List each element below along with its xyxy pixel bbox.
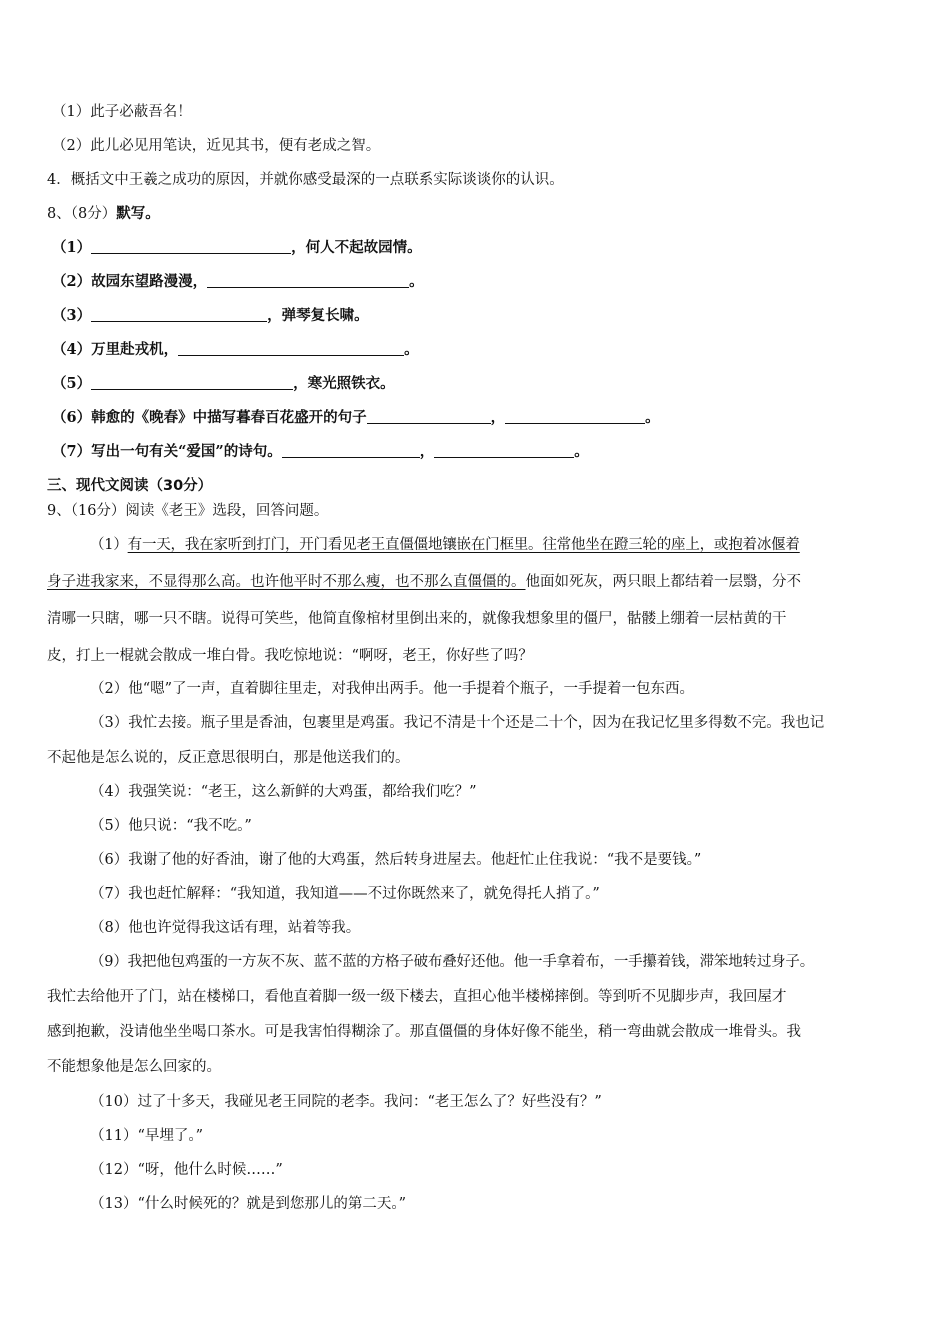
passage-p7: （7）我也赶忙解释：“我知道，我知道——不过你既然来了，就免得托人捎了。”	[90, 886, 600, 902]
section3-title: 三、现代文阅读（30分）	[47, 478, 213, 494]
passage-p1-line3: 清哪一只瞎，哪一只不瞎。说得可笑些，他简直像棺材里倒出来的，就像我想象里的僵尸，骷髅上绷着一层枯黄的干	[47, 611, 787, 627]
q8-item-after: 。	[574, 443, 589, 460]
q8-header	[47, 204, 907, 224]
answer-blank[interactable]	[91, 239, 291, 254]
q8-item-mid: ，	[419, 443, 435, 460]
q8-item-1	[52, 238, 912, 258]
answer-blank[interactable]	[91, 307, 267, 322]
answer-blank[interactable]	[434, 443, 574, 458]
passage-text: 他面如死灰，两只眼上都结着一层翳，分不	[525, 574, 801, 590]
passage-p12: （12）“呀，他什么时候……”	[90, 1162, 283, 1178]
answer-blank[interactable]	[207, 273, 409, 288]
q8-item-after: ，何人不起故园情。	[291, 239, 422, 256]
q8-item-after: 。	[409, 273, 424, 290]
q8-item-label: （4）万里赴戎机，	[52, 341, 179, 358]
passage-p3-line2: 不起他是怎么说的，反正意思很明白，那是他送我们的。	[47, 750, 410, 766]
answer-blank[interactable]	[505, 409, 645, 424]
passage-p9-line4: 不能想象他是怎么回家的。	[47, 1059, 221, 1075]
q7-sub2: （2）此儿必见用笔诀，近见其书，便有老成之智。	[52, 138, 381, 154]
q8-item-mid: ，	[490, 409, 506, 426]
passage-p9-line3: 感到抱歉，没请他坐坐喝口茶水。可是我害怕得糊涂了。那直僵僵的身体好像不能坐，稍一弯曲就会散成一堆骨头。我	[47, 1024, 801, 1040]
q8-item-3	[52, 306, 912, 326]
q8-item-label: （6）韩愈的《晚春》中描写暮春百花盛开的句子	[52, 409, 367, 426]
passage-p1-line2	[47, 572, 907, 592]
q8-item-label: （2）故园东望路漫漫，	[52, 273, 208, 290]
q8-header-title: 默写。	[116, 205, 160, 222]
passage-p9-line2: 我忙去给他开了门，站在楼梯口，看他直着脚一级一级下楼去，直担心他半楼梯摔倒。等到听不见脚步声，我回屋才	[47, 989, 787, 1005]
passage-p8: （8）他也许觉得我这话有理，站着等我。	[90, 920, 361, 936]
q8-item-after: ，弹琴复长啸。	[267, 307, 369, 324]
passage-p13: （13）“什么时候死的？就是到您那儿的第二天。”	[90, 1196, 407, 1212]
passage-p2: （2）他“嗯”了一声，直着脚往里走，对我伸出两手。他一手提着个瓶子，一手提着一包东西。	[90, 681, 695, 697]
passage-p6: （6）我谢了他的好香油，谢了他的大鸡蛋，然后转身进屋去。他赶忙止住我说：“我不是要钱。”	[90, 852, 702, 868]
q8-header-prefix: 8、（8分）	[47, 206, 117, 222]
passage-p10: （10）过了十多天，我碰见老王同院的老李。我问：“老王怎么了？好些没有？”	[90, 1094, 602, 1110]
answer-blank[interactable]	[178, 341, 404, 356]
paragraph-number: （1）	[90, 537, 128, 553]
q8-item-label: （7）写出一句有关“爱国”的诗句。	[52, 443, 282, 460]
q8-item-6	[52, 408, 912, 428]
q8-item-after: 。	[404, 341, 419, 358]
passage-p3-line1: （3）我忙去接。瓶子里是香油，包裹里是鸡蛋。我记不清是十个还是二十个，因为在我记忆里多得数不完。我也记	[90, 715, 825, 731]
q8-item-5	[52, 374, 912, 394]
passage-p5: （5）他只说：“我不吃。”	[90, 818, 252, 834]
q8-item-label: （1）	[52, 239, 92, 256]
q9-intro: 9、（16分）阅读《老王》选段，回答问题。	[47, 503, 329, 519]
answer-blank[interactable]	[282, 443, 420, 458]
underlined-sentence: 身子进我家来，不显得那么高。也许他平时不那么瘦，也不那么直僵僵的。	[47, 574, 526, 590]
underlined-sentence: 有一天，我在家听到打门，开门看见老王直僵僵地镶嵌在门框里。往常他坐在蹬三轮的座上，或抱着冰偃着	[127, 537, 800, 553]
answer-blank[interactable]	[91, 375, 293, 390]
q8-item-7	[52, 442, 912, 462]
q8-item-after: ，寒光照铁衣。	[293, 375, 395, 392]
answer-blank[interactable]	[367, 409, 491, 424]
q7-sub1: （1）此子必蔽吾名！	[52, 104, 192, 120]
q8-item-label: （3）	[52, 307, 92, 324]
passage-p1-line4: 皮，打上一棍就会散成一堆白骨。我吃惊地说：“啊呀，老王，你好些了吗？	[47, 648, 533, 664]
q8-item-label: （5）	[52, 375, 92, 392]
q8-item-after: 。	[645, 409, 660, 426]
passage-p1-line1	[90, 535, 905, 555]
passage-p9-line1: （9）我把他包鸡蛋的一方灰不灰、蓝不蓝的方格子破布叠好还他。他一手拿着布，一手攥着钱，滞笨地转过身子。	[90, 954, 815, 970]
passage-p11: （11）“早埋了。”	[90, 1128, 204, 1144]
passage-p4: （4）我强笑说：“老王，这么新鲜的大鸡蛋，都给我们吃？”	[90, 784, 477, 800]
q8-item-2	[52, 272, 912, 292]
q7-item4: 4．概括文中王羲之成功的原因，并就你感受最深的一点联系实际谈谈你的认识。	[47, 172, 564, 188]
q8-item-4	[52, 340, 912, 360]
